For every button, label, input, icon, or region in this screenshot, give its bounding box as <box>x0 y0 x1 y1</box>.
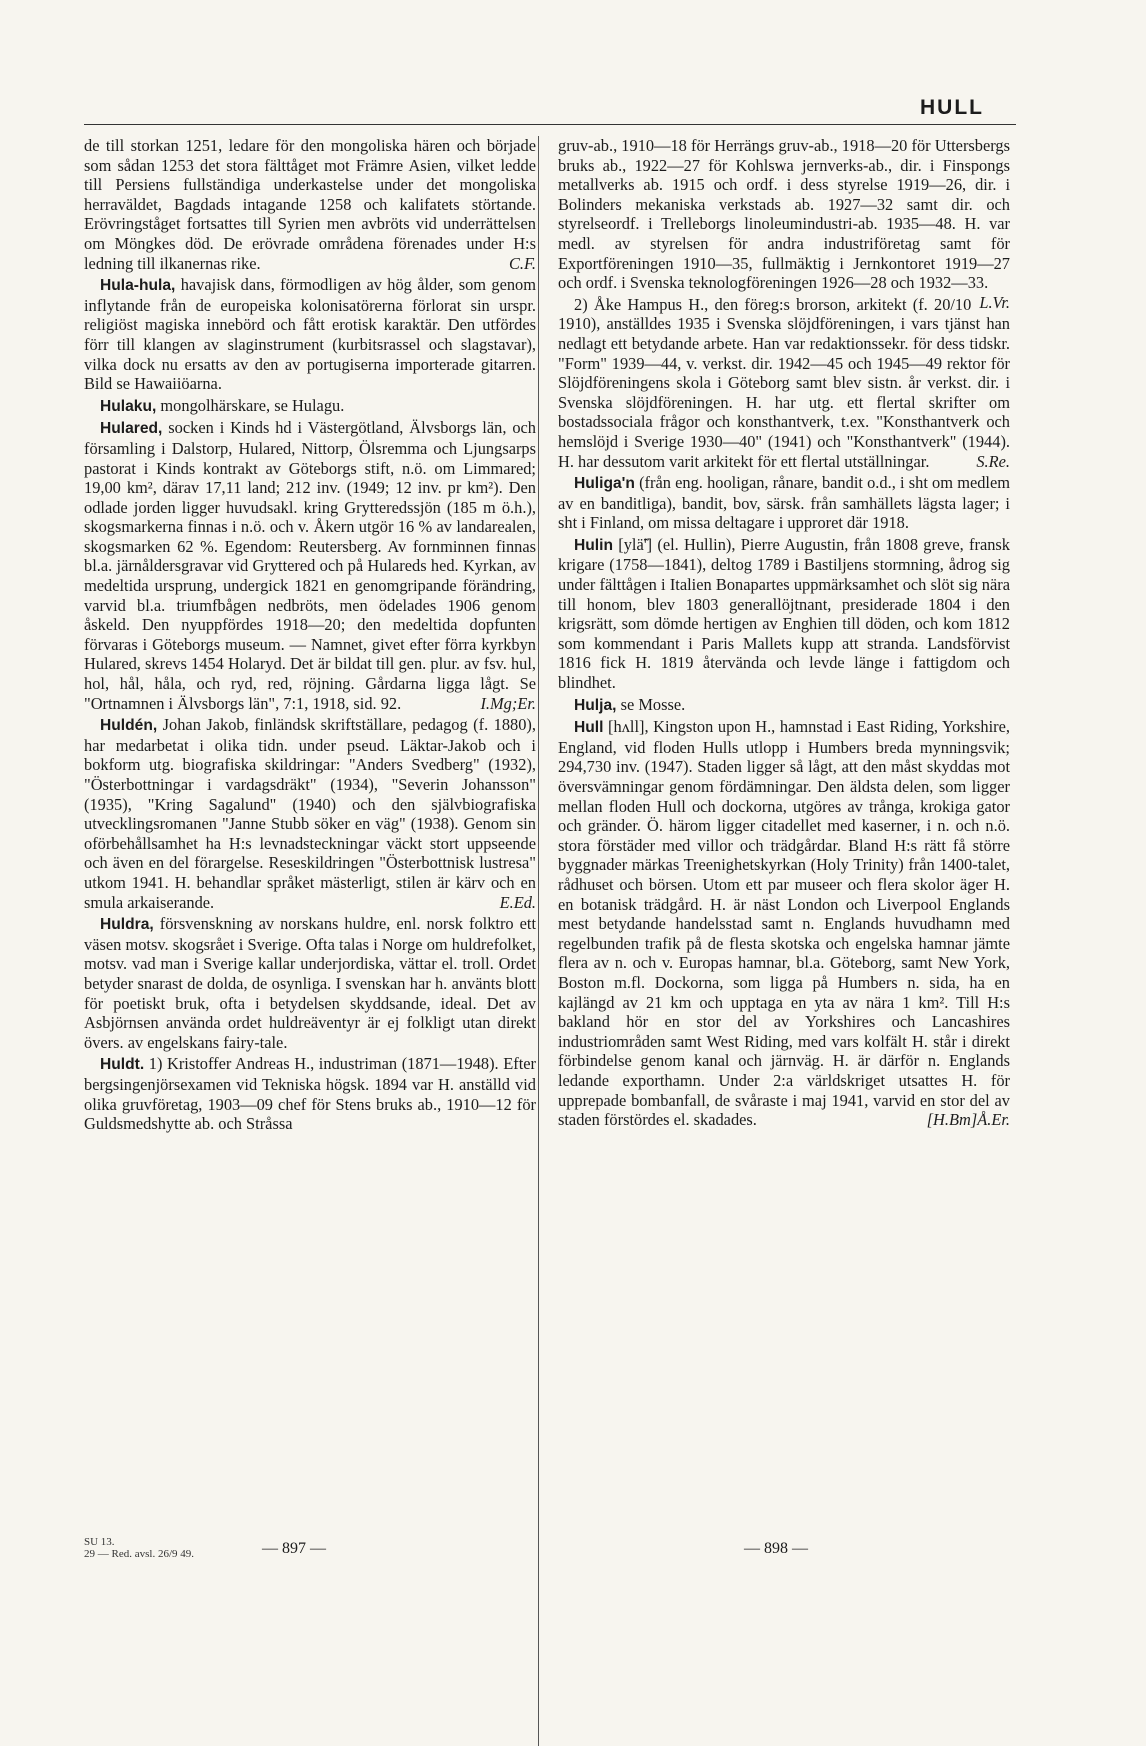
encyclopedia-entry <box>84 1054 536 1133</box>
entry-headword: Hulaku, <box>100 397 157 415</box>
entry-headword: Hulja, <box>574 696 617 714</box>
column-divider <box>538 136 539 1746</box>
left-column <box>84 136 536 1136</box>
entry-headword: Hulared, <box>100 420 163 438</box>
entry-text: havajisk dans, förmodligen av hög ålder, som genom inflytande från de europeiska kolonisatörerna förlorat sin urspr. religiöst magiska innebörd och fått erotisk karaktär. Den utfördes förr till klangen av slaginstrument (kurbitsrassel och slagstavar), vilka dock nu ersatts av den av portugiserna importerade gitarren. Bild se Hawaiiöarna. <box>84 275 536 394</box>
encyclopedia-entry <box>558 136 1010 312</box>
encyclopedia-entry <box>558 717 1010 1129</box>
encyclopedia-entry <box>558 292 1010 471</box>
entry-signature: S.Re. <box>976 451 1010 471</box>
entry-signature: [H.Bm]Å.Er. <box>926 1110 1010 1130</box>
encyclopedia-entry <box>84 715 536 912</box>
entry-signature: E.Ed. <box>499 892 536 912</box>
page-number-left: — 897 — <box>262 1540 326 1557</box>
entry-text: försvenskning av norskans huldre, enl. norsk folktro ett väsen motsv. skogsrået i Sverige. Ofta talas i Norge om huldrefolket, motsv. vad man i Sverige kallar underjordiska, vättar el. troll. Ordet betyder snarast de dolda, de osynliga. I svenskan har h. använts blott för poetiskt bruk, ofta i betydelsen skyddsande, ideal. Det av Asbjörnsen använda ordet huldreäventyr är ej folkligt utan direkt övers. av engelskans fairy-tale. <box>84 914 536 1052</box>
entry-headword: Hula-hula, <box>100 277 176 295</box>
entry-text: socken i Kinds hd i Västergötland, Älvsborgs län, och församling i Dalstorp, Hulared, Nittorp, Ölsremma och Ljungsarps pastorat i Kinds kontrakt av Göteborgs stift, n.ö. om Limmared; 19,00 km², därav 17,11 land; 212 inv. (1949; 12 inv. pr km²). Den odlade jorden ligger huvudsakl. kring Grytteredssjön (185 m ö.h.), skogsmarkerna finnas i n.ö. och v. Åkern utgör 16 % av landarealen, skogsmarken 62 %. Egendom: Reutersberg. Av fornminnen finnas bl.a. järnåldersgravar vid Gryttered och på Hulareds hed. Kyrkan, av medeltida ursprung, undergick 1821 en genomgripande förändring, varvid bl.a. triumfbågen nedbröts, men ödelades 1906 genom åskeld. Den nyuppfördes 1918—20; den medeltida dopfunten förvaras i Göteborgs museum. — Namnet, givet efter förra kyrkbyn Hulared, skrevs 1454 Holaryd. Det är bildat till gen. plur. av fsv. hul, hol, hål, håla, och ryd, red, röjning. Gårdarna ligga lågt. Se "Ortnamnen i Älvsborgs län", 7:1, 1918, sid. 92. <box>84 418 536 713</box>
encyclopedia-entry <box>84 914 536 1052</box>
entry-text: (från eng. hooligan, rånare, bandit o.d., i sht om medlem av en banditliga), bandit, bov, särsk. från samhällets lägsta lager; i sht i Finland, om missa deltagare i upproret där 1918. <box>558 473 1010 533</box>
entry-signature: L.Vr. <box>979 292 1010 312</box>
print-note-line-1: SU 13. <box>84 1536 115 1548</box>
entry-text: [ylä̃'] (el. Hullin), Pierre Augustin, från 1808 greve, fransk krigare (1758—1841), deltog 1789 i Bastiljens stormning, ådrog sig under fälttågen i Italien Bonapartes uppmärksamhet och slöt sig nära till honom, blev 1803 generallöjtnant, presiderade 1804 i den krigsrätt, som dömde hertigen av Enghien till döden, och kom 1812 som kommendant i Paris Mallets kupp att stranda. Landsförvist 1816 fick H. 1819 återvända och levde länge i fattigdom och blindhet. <box>558 534 1010 693</box>
entry-text: se Mosse. <box>616 694 686 714</box>
entry-headword: Huliga'n <box>574 475 635 493</box>
entry-text: de till storkan 1251, ledare för den mongoliska hären och började som sådan 1253 det stora fälttåget mot Främre Asien, vilket ledde till Persiens fullständiga underkastelse under det mongoliska herraväldet, Bagdads intagande 1258 och kalifatets störtande. Erövringståget fortsattes till Syrien men avbröts vid underrättelsen om Möngkes död. De erövrade områdena förenades under H:s ledning till ilkanernas rike. <box>84 136 536 273</box>
encyclopedia-entry <box>84 418 536 713</box>
entry-text: 2) Åke Hampus H., den föreg:s brorson, arkitekt (f. 20/10 1910), anställdes 1935 i Svenska slöjdföreningen, i vars tjänst han nedlagt ett betydande arbete. Han var redaktionssekr. för dess tidskr. "Form" 1939—44, v. verkst. dir. 1942—45 och 1945—49 rektor för Slöjdföreningens skola i Göteborg samt blev sistn. år verkst. dir. i Svenska slöjdföreningen. H. har utg. ett flertal skrifter om bostadssociala frågor och konsthantverk, t.ex. "Konsthantverk och hemslöjd i Sverige 1930—40" (1941) och "Konsthantverk" (1944). H. har dessutom varit arkitekt för ett flertal utställningar. <box>558 294 1010 471</box>
entry-signature: I.Mg;Er. <box>480 693 536 713</box>
entry-text: 1) Kristoffer Andreas H., industriman (1871—1948). Efter bergsingenjörsexamen vid Tekniska högsk. 1894 var H. anställd vid olika gruvföretag, 1903—09 chef för Stens bruks ab., 1910—12 för Guldsmedshytte ab. och Stråssa <box>84 1054 536 1134</box>
page-number-right: — 898 — <box>744 1540 808 1557</box>
running-head: HULL <box>920 96 984 119</box>
encyclopedia-entry <box>84 275 536 394</box>
entry-text: mongolhärskare, se Hulagu. <box>156 395 345 415</box>
entry-headword: Huldra, <box>100 916 154 934</box>
entry-headword: Huldt. <box>100 1056 145 1074</box>
entry-text: gruv-ab., 1910—18 för Herrängs gruv-ab., 1918—20 för Uttersbergs bruks ab., 1922—27 för Kohlswa jernverks-ab., dir. i Finspongs metallverks ab. 1915 och ordf. i dess styrelse 1919—26, dir. i Bolinders mekaniska verkstads ab. 1927—32 samt dir. och styrelseordf. i Trelleborgs linoleumindustri-ab. 1935—48. H. var medl. av styrelsen för andra industriföretag samt för Exportföreningen 1910—35, fullmäktig i Jernkontoret 1919—27 och ordf. i Svenska teknologföreningen 1926—28 och 1932—33. <box>558 136 1010 293</box>
encyclopedia-entry <box>558 535 1010 693</box>
entry-text: Johan Jakob, finländsk skriftställare, pedagog (f. 1880), har medarbetat i olika tidn. under pseud. Läktar-Jakob och i bokform utg. biografiska skildringar: "Anders Svedberg" (1932), "Österbottningar i vardagsdräkt" (1934), "Severin Johansson" (1935), "Kring Sagalund" (1940) och den självbiografiska utvecklingsromanen "Janne Stubb söker en väg" (1938). Genom sin oförbehållsamhet ha H:s levnadsteckningar väckt stort uppseende och även en del förargelse. Reseskildringen "Österbottnisk lustresa" utkom 1941. H. behandlar språket mästerligt, stilen är kärv och en smula arkaiserande. <box>84 715 536 912</box>
entry-headword: Hull <box>574 719 604 737</box>
entry-text: [hʌll], Kingston upon H., hamnstad i East Riding, Yorkshire, England, vid floden Hulls utlopp i Humbers breda mynningsvik; 294,730 inv. (1947). Staden ligger så lågt, att den måst skyddas mot översvämningar genom fördämningar. Den äldsta delen, som ligger mellan floden Hull och dockorna, utgöres av trånga, krokiga gator och gränder. Ö. härom ligger citadellet med kaserner, i n. och n.ö. stora förstäder med villor och trädgårdar. Bland H:s rätt få större byggnader märkas Treenighetskyrkan (Holy Trinity) från 1400-talet, rådhuset och börsen. Utom ett par museer och flera skolor äger H. en botanisk trädgård. H. är näst London och Liverpool Englands mest betydande handelsstad samt n. Englands huvudhamn med regelbunden trafik på de flesta skotska och engelska hamnar jämte flera av n. och v. Europas hamnar, bl.a. Göteborg, samt New York, Boston m.fl. Dockorna, som ligga på Humbers n. sida, ha en kajlängd av 21 km och upptaga en yta av nära 1 km². Till H:s bakland hör en stor del av Yorkshires och Lancashires industriområden samt West Riding, med vars kolfält H. står i direkt förbindelse genom kanal och järnväg. H. är därför n. Englands ledande exporthamn. Under 2:a världskriget utsattes H. för upprepade bombanfall, de svåraste i maj 1941, varvid en stor del av staden förstördes el. skadades. <box>558 717 1010 1130</box>
encyclopedia-entry <box>558 695 1010 716</box>
entry-headword: Huldén, <box>100 717 158 735</box>
entry-headword: Hulin <box>574 536 613 554</box>
encyclopedia-entry <box>84 396 536 417</box>
header-rule <box>84 124 1016 125</box>
print-note-line-2: 29 — Red. avsl. 26/9 49. <box>84 1548 194 1560</box>
encyclopedia-entry <box>558 473 1010 533</box>
print-note <box>84 1536 194 1560</box>
entry-signature: C.F. <box>508 253 536 273</box>
encyclopedia-entry <box>84 136 536 273</box>
right-column <box>558 136 1010 1132</box>
